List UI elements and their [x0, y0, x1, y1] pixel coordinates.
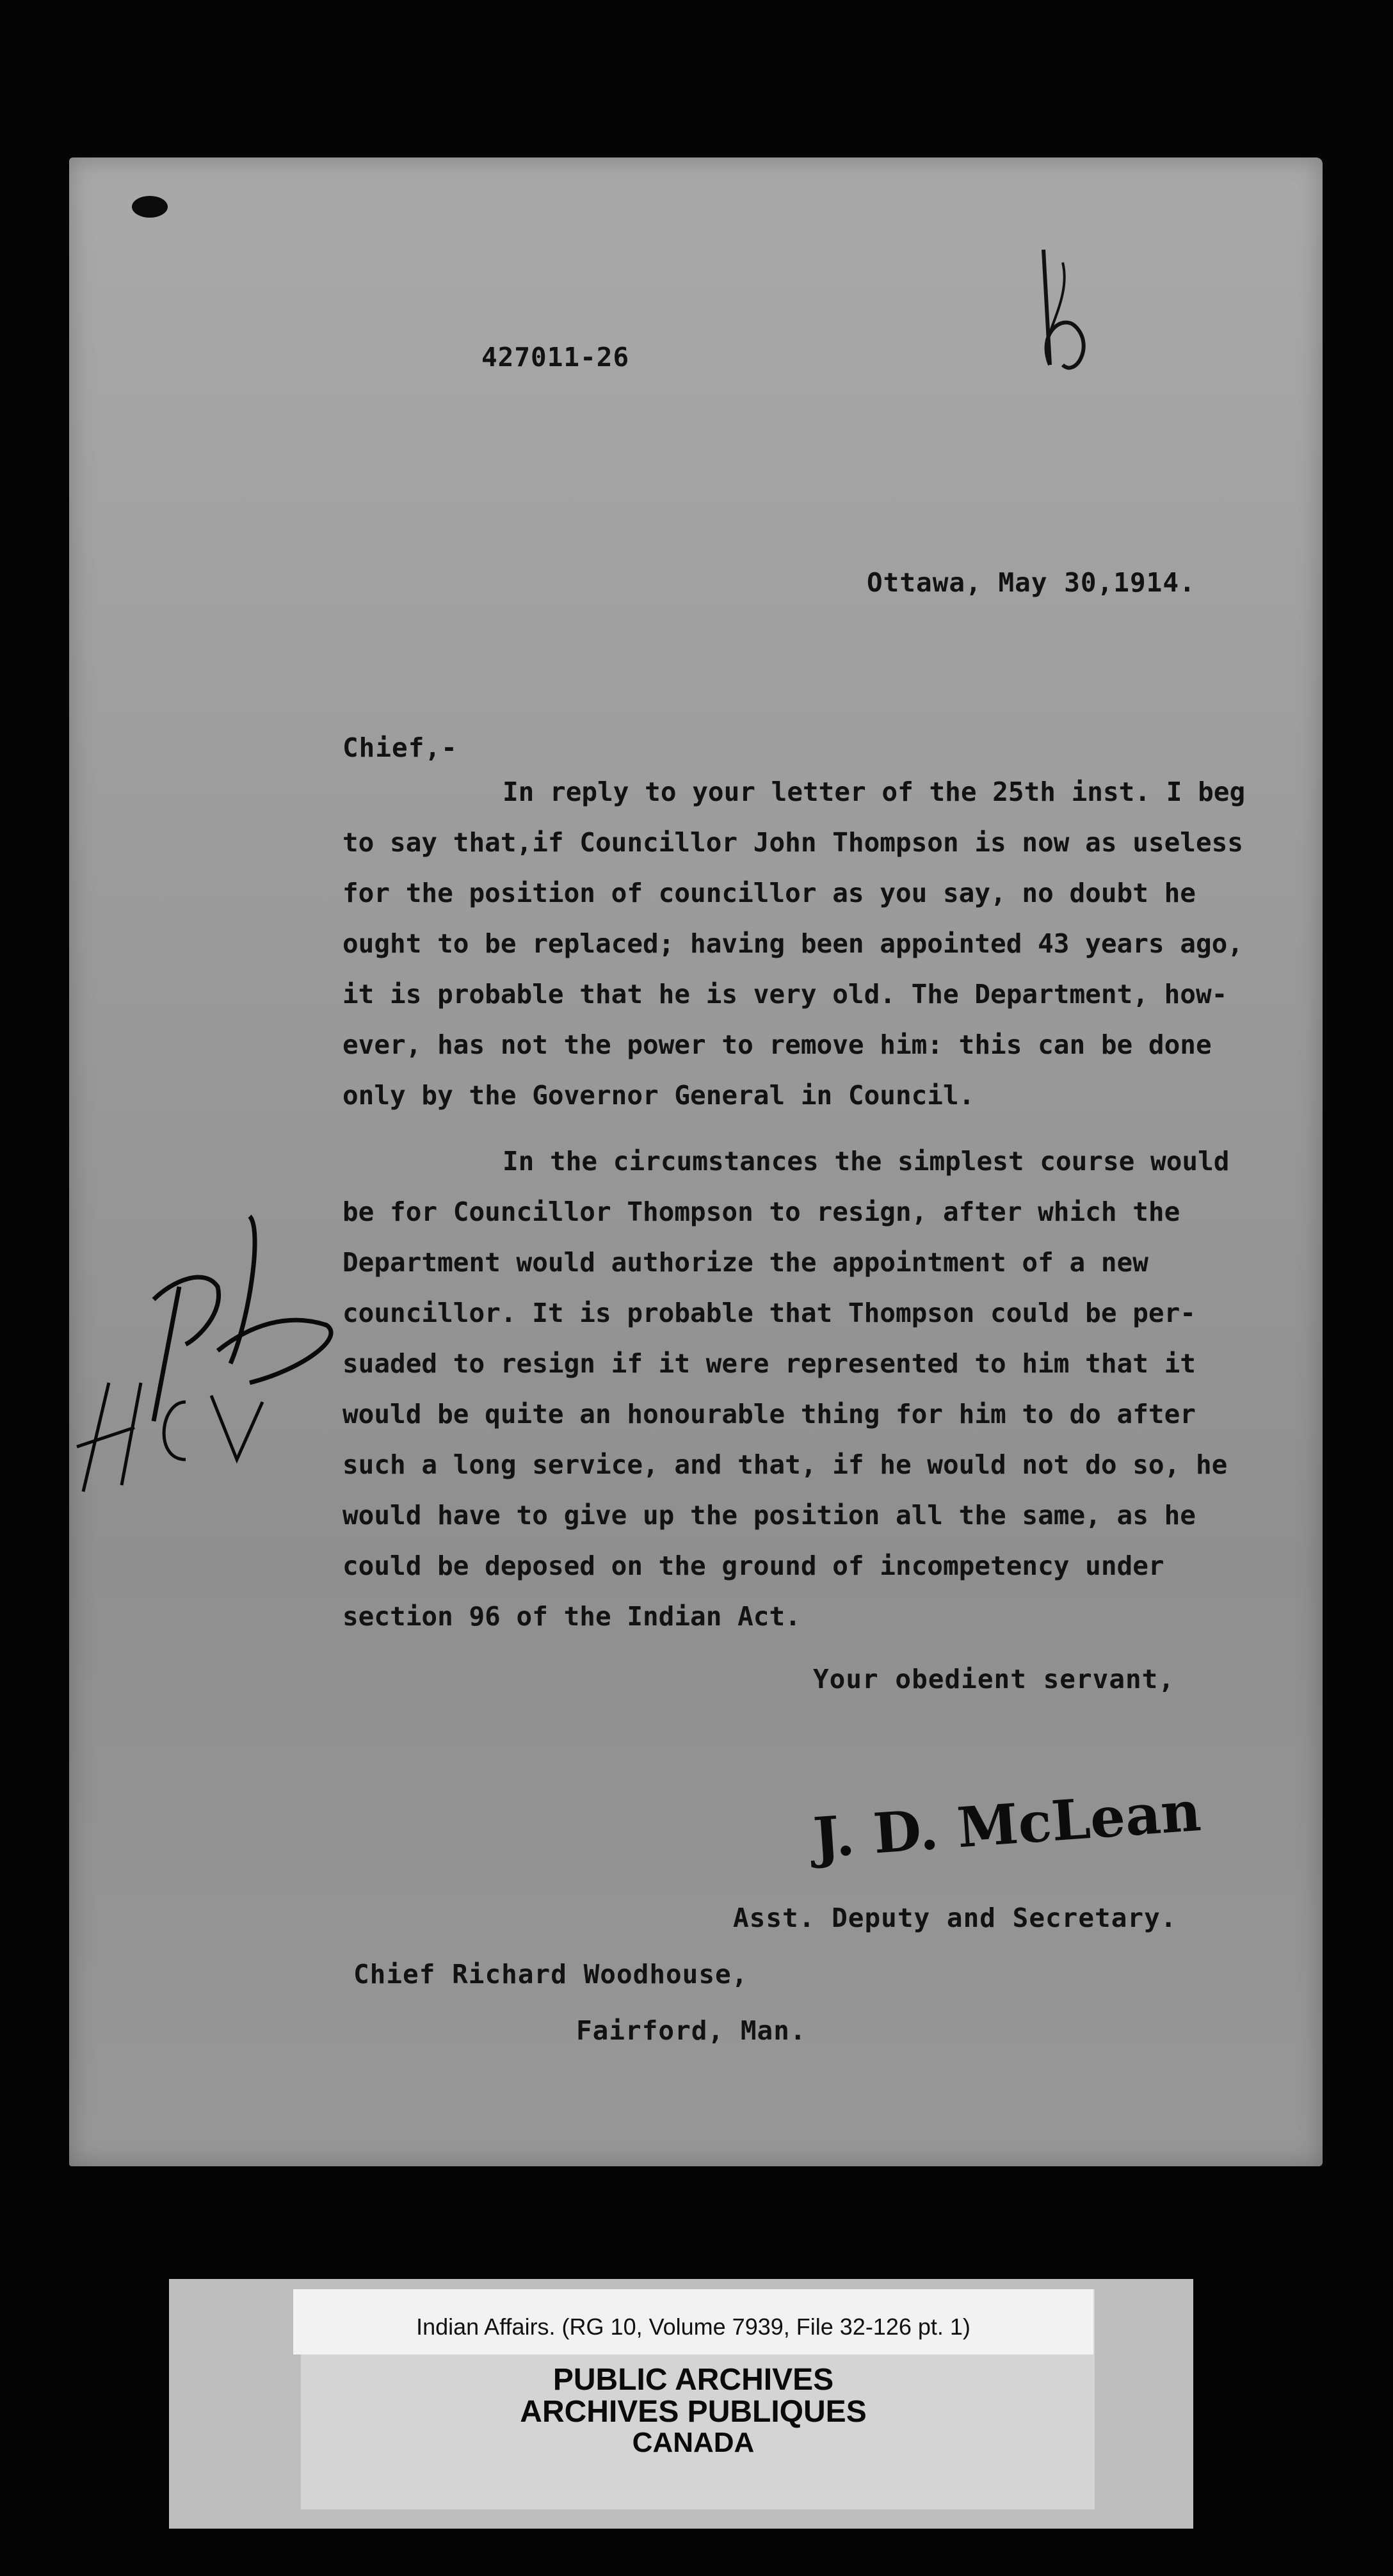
- margin-handwritten-initials: [58, 1191, 358, 1524]
- body-line: would be quite an honourable thing for him to do after: [342, 1399, 1196, 1429]
- archive-name-en: PUBLIC ARCHIVES: [552, 2363, 834, 2397]
- body-line: be for Councillor Thompson to resign, after which the: [342, 1196, 1180, 1227]
- addressee-place: Fairford, Man.: [576, 2015, 807, 2046]
- body-line: such a long service, and that, if he would not do so, he: [342, 1449, 1228, 1480]
- body-line: could be deposed on the ground of incompetency under: [342, 1550, 1164, 1581]
- body-line: would have to give up the position all the same, as he: [342, 1500, 1196, 1531]
- handwritten-folio-mark: [1024, 237, 1133, 384]
- body-line: suaded to resign if it were represented to him that it: [342, 1348, 1196, 1379]
- body-line: In the circumstances the simplest course would: [503, 1146, 1230, 1177]
- signer-title: Asst. Deputy and Secretary.: [733, 1903, 1177, 1933]
- body-line: Department would authorize the appointment of a new: [342, 1247, 1148, 1278]
- body-line: councillor. It is probable that Thompson could be per-: [342, 1298, 1196, 1328]
- file-number: 427011-26: [481, 342, 630, 373]
- salutation: Chief,-: [342, 732, 458, 763]
- signature-stamp: J. D. McLean: [811, 1778, 1204, 1871]
- body-line: for the position of councillor as you say, no doubt he: [342, 878, 1196, 908]
- body-line: In reply to your letter of the 25th inst. I beg: [503, 777, 1246, 807]
- body-line: to say that,if Councillor John Thompson is now as useless: [342, 827, 1243, 858]
- archive-name-fr: ARCHIVES PUBLIQUES: [520, 2395, 867, 2429]
- dateline: Ottawa, May 30,1914.: [867, 567, 1196, 598]
- body-line: ought to be replaced; having been appointed 43 years ago,: [342, 928, 1243, 959]
- punch-hole: [132, 196, 168, 218]
- body-line: it is probable that he is very old. The Department, how-: [342, 979, 1228, 1010]
- body-line: ever, has not the power to remove him: this can be done: [342, 1029, 1212, 1060]
- archive-country: CANADA: [632, 2427, 755, 2458]
- body-line: section 96 of the Indian Act.: [342, 1601, 801, 1632]
- addressee-name: Chief Richard Woodhouse,: [353, 1959, 748, 1990]
- archive-reference: Indian Affairs. (RG 10, Volume 7939, File 32-126 pt. 1): [416, 2314, 970, 2340]
- body-line: only by the Governor General in Council.: [342, 1080, 975, 1111]
- closing: Your obedient servant,: [813, 1664, 1175, 1695]
